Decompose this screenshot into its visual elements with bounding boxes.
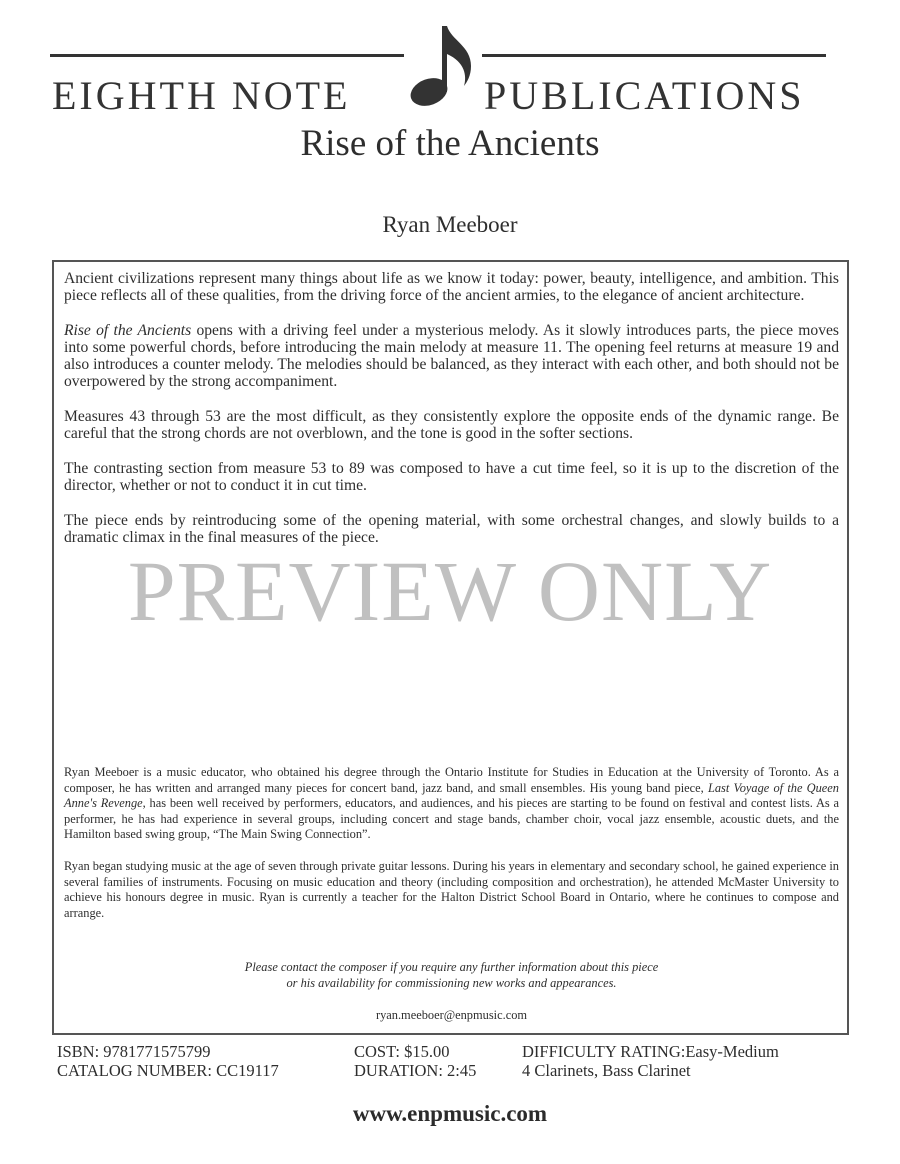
content-box xyxy=(52,260,849,1035)
contact-note xyxy=(54,959,849,991)
publisher-header xyxy=(48,22,828,118)
publisher-name-right: PUBLICATIONS xyxy=(484,73,805,118)
cost: COST: $15.00 xyxy=(354,1042,450,1061)
catalog-number: CATALOG NUMBER: CC19117 xyxy=(57,1061,279,1080)
info-column-middle xyxy=(354,1042,476,1080)
info-column-right xyxy=(522,1042,779,1080)
program-notes xyxy=(64,270,839,564)
program-note-text: opens with a driving feel under a mysterious melody. As it slowly introduces parts, the piece moves into some powerful chords, before introducing the main melody at measure 11. The opening feel returns at measure 19 and also introduces a counter melody. The melodies should be balanced, as they interact with each other, and both should not be overpowered by the strong accompaniment. xyxy=(64,322,839,390)
eighth-note-icon xyxy=(409,22,479,108)
info-column-left xyxy=(57,1042,279,1080)
composer-bio xyxy=(64,765,839,937)
contact-line: or his availability for commissioning new works and appearances. xyxy=(286,976,617,990)
instrumentation: 4 Clarinets, Bass Clarinet xyxy=(522,1061,691,1080)
program-note-paragraph: The contrasting section from measure 53 to 89 was composed to have a cut time feel, so it is up to the discretion of the director, whether or not to conduct it in cut time. xyxy=(64,460,839,494)
isbn: ISBN: 9781771575799 xyxy=(57,1042,211,1061)
difficulty-rating: DIFFICULTY RATING:Easy-Medium xyxy=(522,1042,779,1061)
header-rule-top-right xyxy=(482,54,826,57)
bio-piece-title: Last Voyage of the Queen Anne's Revenge xyxy=(64,780,839,811)
program-note-paragraph: Measures 43 through 53 are the most difficult, as they consistently explore the opposite ends of the dynamic range. Be careful that the strong chords are not overblown, and the tone is good in the softer sections. xyxy=(64,408,839,442)
bio-text: , has been well received by performers, educators, and audiences, and his pieces are starting to be found on festival and contest lists. As a performer, he has had experience in several groups, including concert and stage bands, chamber choir, vocal jazz ensemble, acoustic duets, and the Hamilton based swing group, “The Main Swing Connection”. xyxy=(64,796,839,842)
composer-email[interactable]: ryan.meeboer@enpmusic.com xyxy=(375,1008,528,1022)
preview-watermark: PREVIEW ONLY xyxy=(127,543,773,639)
publisher-name-left: EIGHTH NOTE xyxy=(52,73,351,118)
bio-text: Ryan Meeboer is a music educator, who obtained his degree through the Ontario Institute for Studies in Education at the University of Toronto. As a composer, he has written and arranged many pieces for concert band, jazz band, and small ensembles. His young band piece, xyxy=(64,765,839,795)
bio-paragraph: Ryan began studying music at the age of seven through private guitar lessons. During his years in elementary and secondary school, he gained experience in several families of instruments. Focusing on music education and theory (including composition and orchestration), he attended McMaster University to achieve his honours degree in music. Ryan is currently a teacher for the Halton District School Board in Ontario, where he continues to compose and arrange. xyxy=(64,858,839,920)
composer-name: Ryan Meeboer xyxy=(382,212,518,237)
program-note-paragraph xyxy=(64,322,839,390)
website-link[interactable]: www.enpmusic.com xyxy=(352,1101,548,1126)
program-note-paragraph: Ancient civilizations represent many things about life as we know it today: power, beauty, intelligence, and ambition. This piece reflects all of these qualities, from the driving force of the ancient armies, to the elegance of ancient architecture. xyxy=(64,270,839,304)
bio-paragraph xyxy=(64,765,839,843)
piece-title: Rise of the Ancients xyxy=(300,123,600,164)
contact-line: Please contact the composer if you require any further information about this piece xyxy=(244,960,659,974)
program-note-paragraph: The piece ends by reintroducing some of the opening material, with some orchestral changes, and slowly builds to a dramatic climax in the final measures of the piece. xyxy=(64,512,839,546)
header-rule-top-left xyxy=(50,54,404,57)
piece-title-italic: Rise of the Ancients xyxy=(64,322,192,339)
duration: DURATION: 2:45 xyxy=(354,1061,477,1080)
